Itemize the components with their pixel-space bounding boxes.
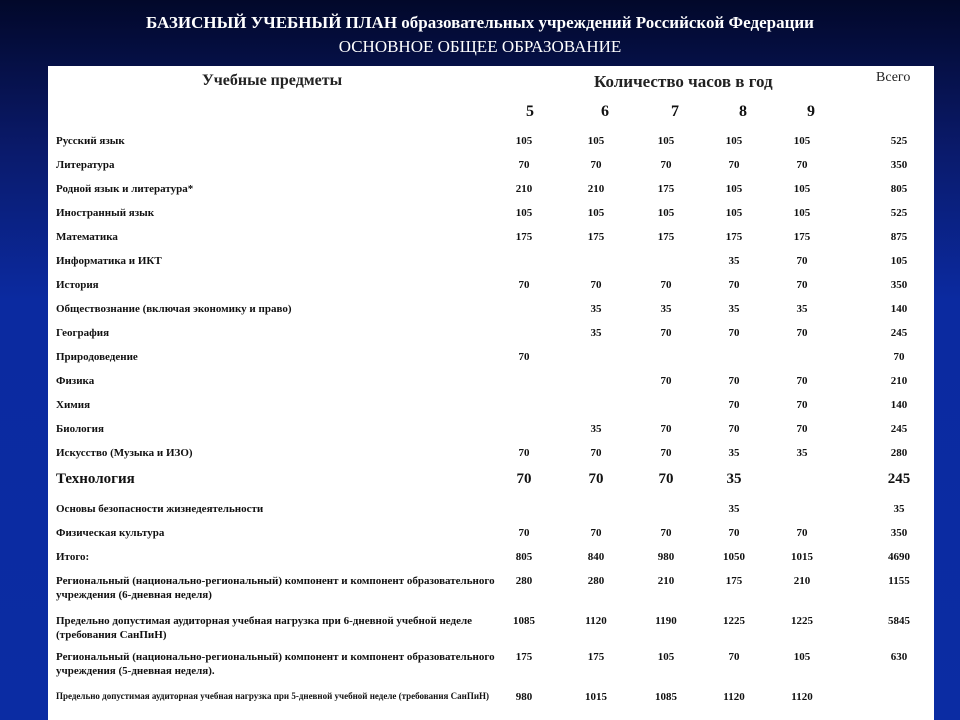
row-label: Региональный (национально-региональный) компонент и компонент образовательного учреждения (5-дневная неделя). [56, 651, 495, 677]
cell-grade-7: 105 [657, 651, 675, 663]
row-label: Физическая культура [56, 527, 165, 539]
cell-grade-6: 35 [590, 423, 602, 435]
cell-grade-9: 105 [793, 207, 811, 219]
row-label: Основы безопасности жизнедеятельности [56, 503, 264, 515]
cell-total: 70 [893, 351, 905, 363]
cell-grade-5: 70 [518, 447, 530, 459]
cell-grade-9: 105 [793, 651, 811, 663]
row-label: Искусство (Музыка и ИЗО) [56, 447, 193, 459]
cell-total: 525 [890, 135, 908, 147]
column-header-hours: Количество часов в год [594, 72, 773, 91]
cell-grade-6: 105 [587, 135, 605, 147]
cell-grade-6: 175 [587, 651, 605, 663]
grade-header-7: 7 [671, 103, 679, 120]
cell-grade-7: 1190 [655, 615, 677, 627]
cell-total: 875 [890, 231, 908, 243]
cell-grade-8: 105 [725, 183, 743, 195]
cell-total: 4690 [888, 551, 910, 563]
page-title: БАЗИСНЫЙ УЧЕБНЫЙ ПЛАН образовательных учреждений Российской Федерации [146, 13, 814, 32]
cell-total: 105 [890, 255, 908, 267]
cell-grade-8: 35 [726, 471, 742, 487]
cell-grade-8: 70 [728, 651, 740, 663]
cell-grade-8: 175 [725, 231, 743, 243]
cell-grade-8: 70 [728, 375, 740, 387]
grade-header-8: 8 [739, 103, 747, 120]
cell-grade-9: 175 [793, 231, 811, 243]
row-label: Информатика и ИКТ [56, 255, 162, 267]
cell-grade-6: 70 [590, 447, 602, 459]
cell-grade-7: 70 [660, 279, 672, 291]
grade-header-5: 5 [526, 103, 534, 120]
cell-total: 280 [890, 447, 908, 459]
row-label: География [56, 327, 110, 339]
cell-total: 1155 [888, 575, 910, 587]
cell-grade-9: 70 [796, 527, 808, 539]
row-label: Литература [56, 159, 115, 171]
cell-grade-7: 175 [657, 183, 675, 195]
cell-grade-8: 70 [728, 423, 740, 435]
cell-grade-8: 1050 [723, 551, 745, 563]
cell-grade-7: 105 [657, 207, 675, 219]
row-label: Природоведение [56, 351, 138, 363]
row-label: Математика [56, 231, 118, 243]
cell-grade-7: 175 [657, 231, 675, 243]
cell-grade-5: 105 [515, 135, 533, 147]
cell-grade-9: 70 [796, 159, 808, 171]
cell-grade-8: 70 [728, 527, 740, 539]
row-label: Иностранный язык [56, 207, 155, 219]
row-label: Родной язык и литература* [56, 183, 194, 195]
cell-grade-9: 1225 [791, 615, 813, 627]
cell-grade-5: 70 [518, 279, 530, 291]
cell-grade-8: 35 [728, 447, 740, 459]
cell-grade-6: 1015 [585, 691, 607, 703]
cell-grade-9: 70 [796, 255, 808, 267]
cell-grade-9: 35 [796, 447, 808, 459]
cell-grade-7: 70 [660, 527, 672, 539]
cell-grade-5: 175 [515, 231, 533, 243]
curriculum-table [48, 66, 934, 720]
cell-grade-9: 35 [796, 303, 808, 315]
grade-header-6: 6 [601, 103, 609, 120]
cell-grade-7: 1085 [655, 691, 677, 703]
cell-grade-5: 70 [518, 351, 530, 363]
cell-grade-6: 840 [587, 551, 605, 563]
cell-grade-5: 70 [518, 159, 530, 171]
cell-total: 805 [890, 183, 908, 195]
cell-grade-8: 35 [728, 503, 740, 515]
cell-total: 350 [890, 279, 908, 291]
row-label: Физика [56, 375, 95, 387]
cell-grade-7: 210 [657, 575, 675, 587]
cell-grade-6: 70 [588, 471, 604, 487]
cell-total: 210 [890, 375, 908, 387]
cell-grade-6: 70 [590, 159, 602, 171]
cell-total: 630 [890, 651, 908, 663]
cell-grade-6: 210 [587, 183, 605, 195]
cell-grade-9: 70 [796, 375, 808, 387]
cell-total: 245 [890, 423, 908, 435]
cell-grade-5: 1085 [513, 615, 535, 627]
cell-grade-9: 70 [796, 423, 808, 435]
cell-grade-9: 210 [793, 575, 811, 587]
cell-grade-5: 105 [515, 207, 533, 219]
grade-header-9: 9 [807, 103, 815, 120]
cell-total: 245 [887, 471, 911, 487]
cell-total: 525 [890, 207, 908, 219]
cell-total: 245 [890, 327, 908, 339]
cell-grade-7: 70 [660, 327, 672, 339]
cell-grade-8: 1225 [723, 615, 745, 627]
cell-grade-7: 70 [660, 159, 672, 171]
row-label: Биология [56, 423, 104, 435]
row-label: Химия [56, 399, 91, 411]
cell-grade-9: 70 [796, 327, 808, 339]
column-header-total: Всего [876, 70, 911, 85]
cell-grade-8: 70 [728, 279, 740, 291]
cell-grade-5: 280 [515, 575, 533, 587]
row-label: Обществознание (включая экономику и право) [56, 303, 292, 315]
row-label: Русский язык [56, 135, 125, 147]
cell-grade-9: 105 [793, 135, 811, 147]
cell-grade-9: 1120 [791, 691, 813, 703]
cell-grade-7: 980 [657, 551, 675, 563]
cell-grade-9: 70 [796, 279, 808, 291]
cell-grade-8: 70 [728, 399, 740, 411]
cell-grade-7: 70 [660, 447, 672, 459]
cell-grade-8: 105 [725, 135, 743, 147]
cell-grade-6: 35 [590, 303, 602, 315]
cell-total: 350 [890, 527, 908, 539]
cell-grade-9: 105 [793, 183, 811, 195]
cell-total: 35 [893, 503, 905, 515]
cell-grade-7: 70 [660, 423, 672, 435]
cell-grade-6: 1120 [585, 615, 607, 627]
cell-total: 140 [890, 303, 908, 315]
cell-grade-7: 35 [660, 303, 672, 315]
cell-grade-8: 175 [725, 575, 743, 587]
row-label: Итого: [56, 551, 90, 563]
row-label: Предельно допустимая аудиторная учебная нагрузка при 5-дневной учебной неделе (требования СанПиН) [56, 691, 490, 701]
cell-grade-5: 70 [516, 471, 532, 487]
cell-grade-9: 1015 [791, 551, 813, 563]
cell-grade-5: 175 [515, 651, 533, 663]
cell-grade-6: 35 [590, 327, 602, 339]
cell-grade-5: 805 [515, 551, 533, 563]
cell-total: 140 [890, 399, 908, 411]
cell-grade-5: 980 [515, 691, 533, 703]
page-subtitle: ОСНОВНОЕ ОБЩЕЕ ОБРАЗОВАНИЕ [338, 37, 622, 56]
cell-grade-6: 280 [587, 575, 605, 587]
cell-grade-8: 70 [728, 327, 740, 339]
cell-grade-8: 105 [725, 207, 743, 219]
cell-grade-8: 1120 [723, 691, 745, 703]
cell-grade-5: 210 [515, 183, 533, 195]
cell-total: 5845 [888, 615, 910, 627]
cell-grade-5: 70 [518, 527, 530, 539]
row-label: История [56, 279, 99, 291]
column-header-subjects: Учебные предметы [202, 72, 343, 89]
cell-grade-7: 105 [657, 135, 675, 147]
cell-grade-8: 70 [728, 159, 740, 171]
cell-grade-6: 105 [587, 207, 605, 219]
row-label: Региональный (национально-региональный) компонент и компонент образовательного учреждения (6-дневная неделя) [56, 575, 495, 601]
cell-grade-7: 70 [660, 375, 672, 387]
row-label: Технология [56, 471, 135, 487]
row-label: Предельно допустимая аудиторная учебная нагрузка при 6-дневной учебной неделе (требования СанПиН) [56, 615, 473, 641]
cell-grade-9: 70 [796, 399, 808, 411]
cell-total: 350 [890, 159, 908, 171]
cell-grade-8: 35 [728, 303, 740, 315]
cell-grade-6: 70 [590, 527, 602, 539]
cell-grade-8: 35 [728, 255, 740, 267]
cell-grade-6: 70 [590, 279, 602, 291]
cell-grade-6: 175 [587, 231, 605, 243]
cell-grade-7: 70 [658, 471, 674, 487]
